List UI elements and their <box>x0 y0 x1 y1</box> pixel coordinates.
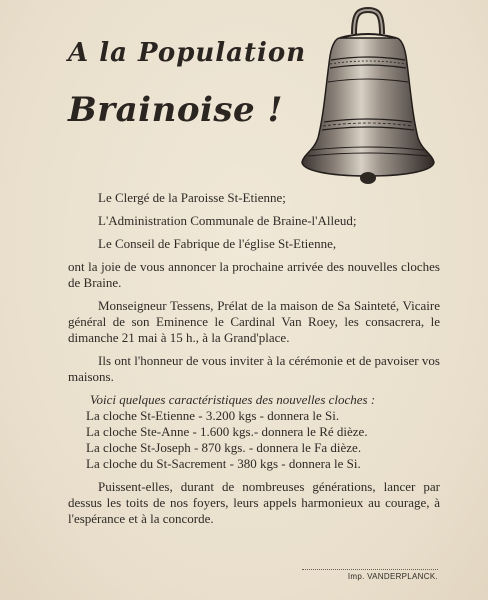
bell-item: La cloche St-Joseph - 870 kgs. - donnera le Fa dièze. <box>86 440 362 455</box>
invitation-paragraph: Ils ont l'honneur de vous inviter à la cérémonie et de pavoiser vos maisons. <box>68 353 440 384</box>
closing-paragraph: Puissent-elles, durant de nombreuses générations, lancer par dessus les toits de nos foyers, leurs appels harmonieux au courage, à l'espérance et à la concorde. <box>68 479 440 526</box>
announcement-paragraph: ont la joie de vous annoncer la prochaine arrivée des nouvelles cloches de Braine. <box>68 259 440 290</box>
bell-icon <box>296 4 440 186</box>
organizer-line: L'Administration Communale de Braine-l'Alleud; <box>98 213 357 228</box>
poster-title-line1: A la Population <box>68 38 307 68</box>
organizer-line: Le Conseil de Fabrique de l'église St-Etienne, <box>98 236 337 251</box>
poster-body <box>68 190 440 527</box>
consecration-paragraph: Monseigneur Tessens, Prélat de la maison de Sa Sainteté, Vicaire général de son Eminence le Cardinal Van Roey, les consacrera, le dimanche 21 mai à 15 h., à la Grand'place. <box>68 298 440 345</box>
bell-item: La cloche du St-Sacrement - 380 kgs - donnera le Si. <box>86 456 361 471</box>
poster-title-line2: Brainoise ! <box>68 90 283 130</box>
organizer-line: Le Clergé de la Paroisse St-Etienne; <box>98 190 286 205</box>
bells-heading: Voici quelques caractéristiques des nouvelles cloches : <box>90 392 376 407</box>
bell-item: La cloche St-Etienne - 3.200 kgs - donnera le Si. <box>86 408 340 423</box>
printer-credit: Imp. VANDERPLANCK. <box>302 569 438 581</box>
bell-item: La cloche Ste-Anne - 1.600 kgs.- donnera le Ré dièze. <box>86 424 368 439</box>
